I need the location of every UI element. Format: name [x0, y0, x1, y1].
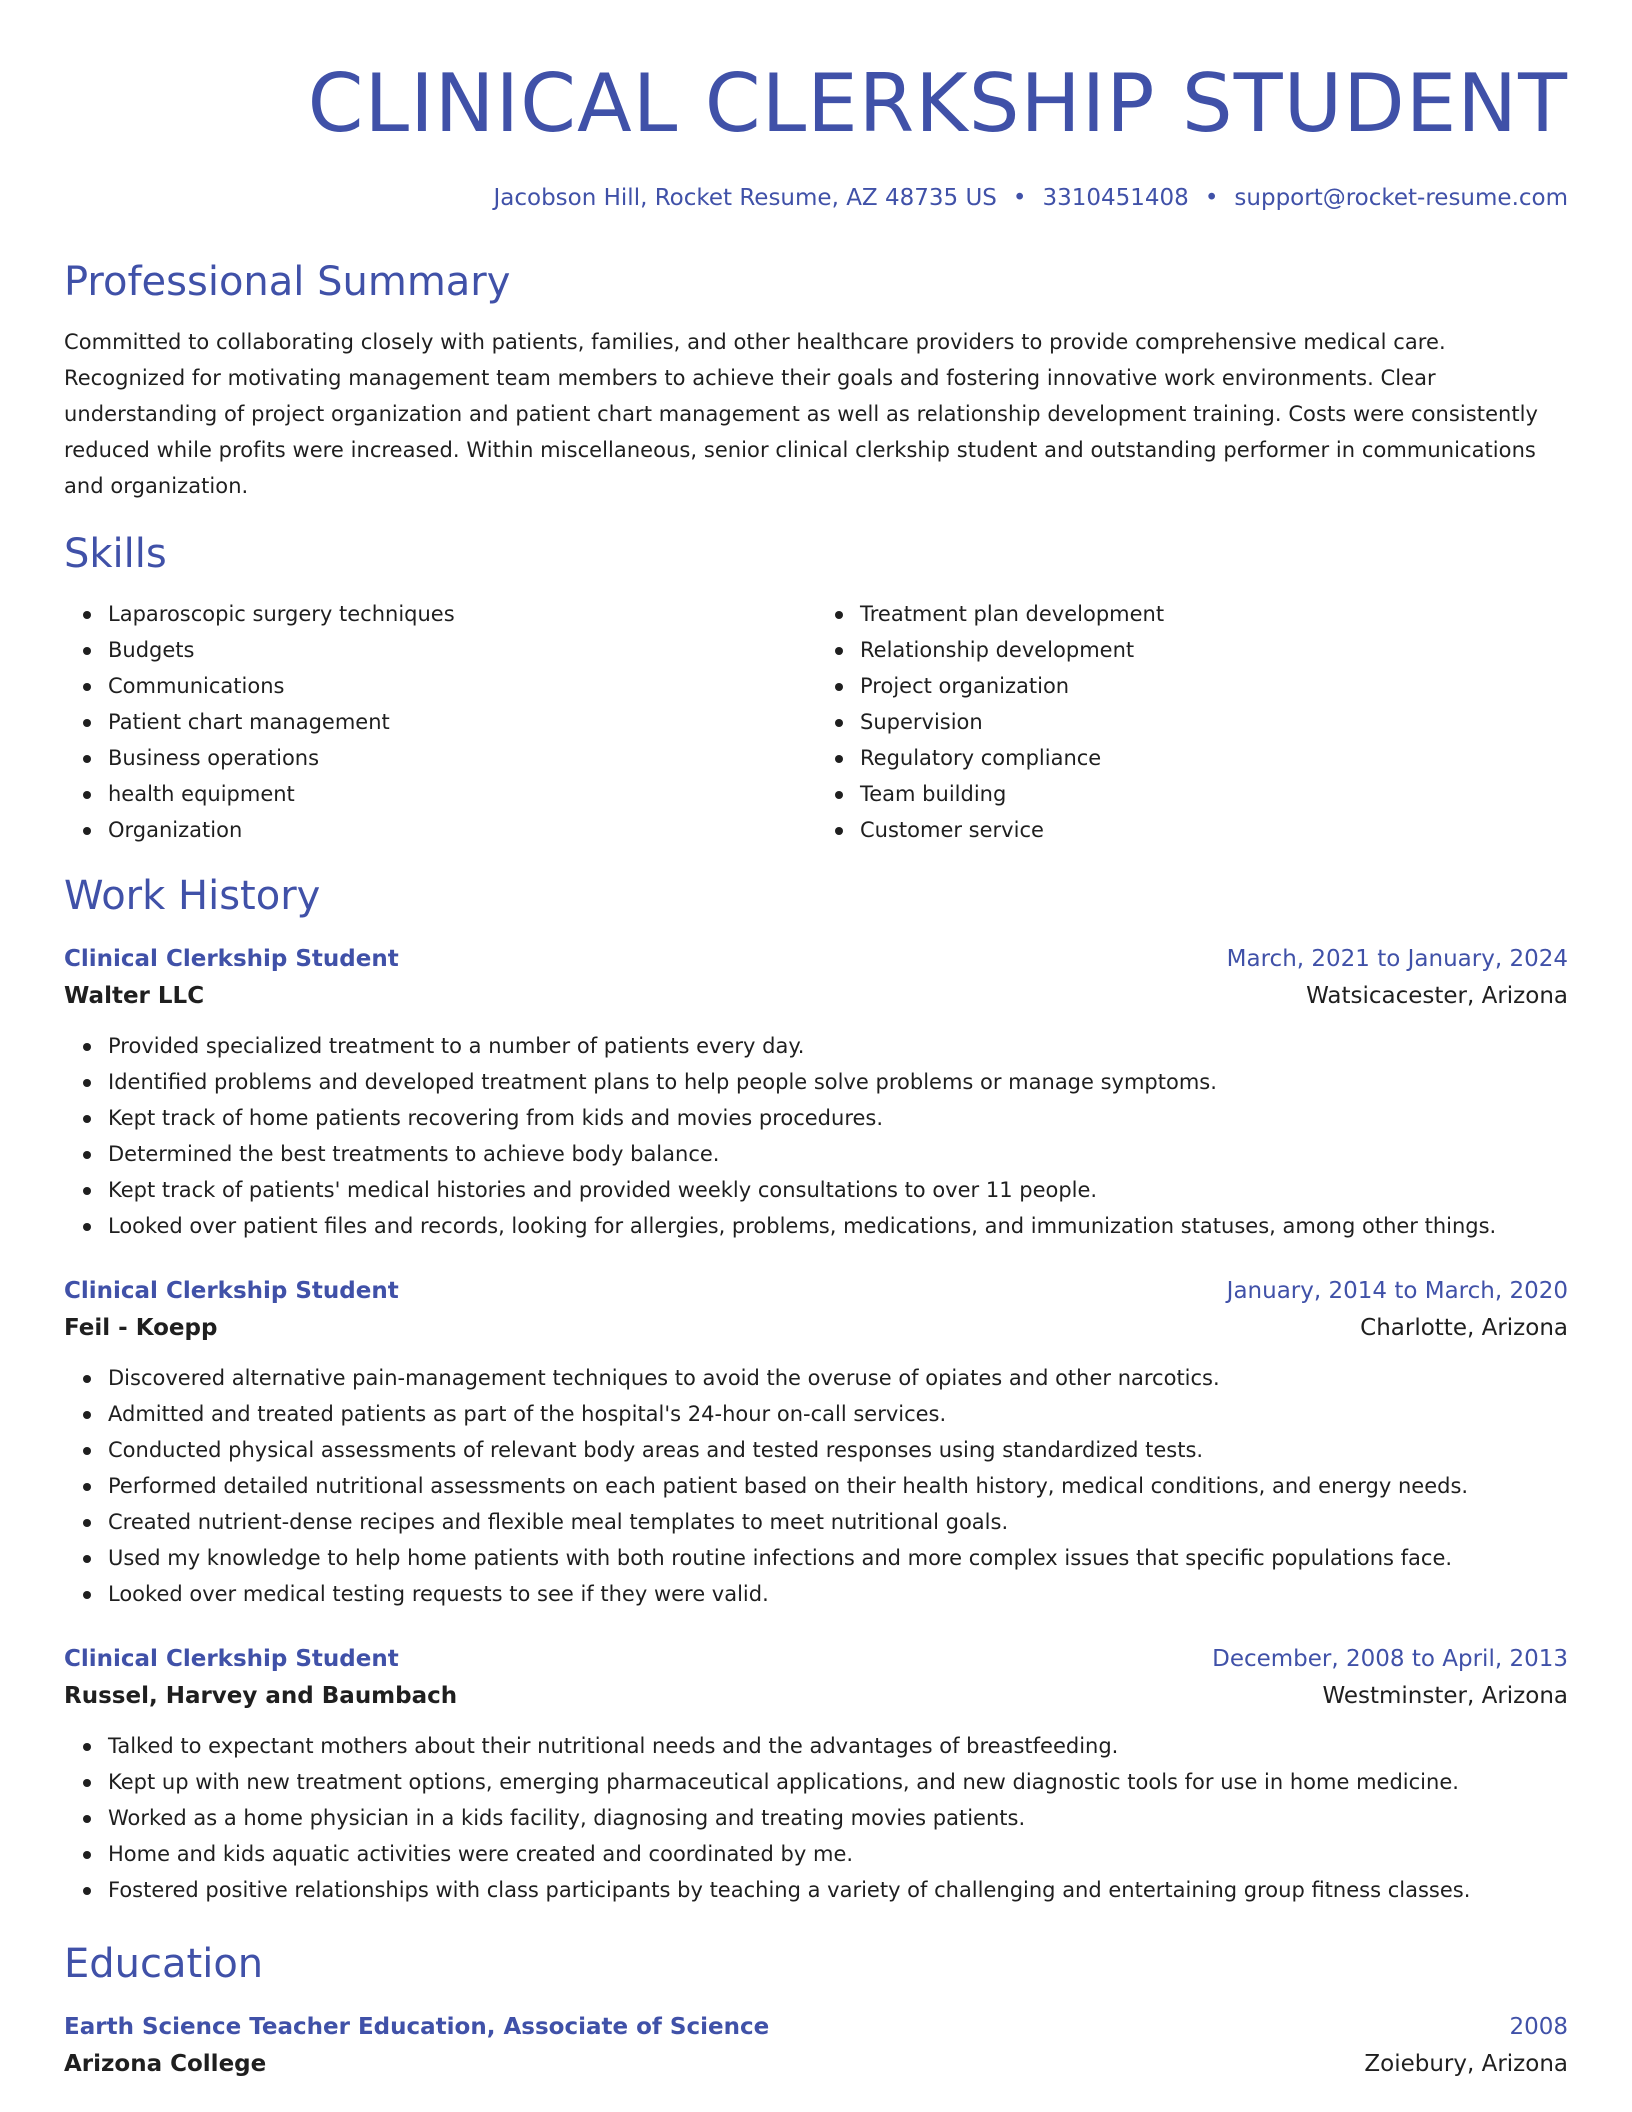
education-school-row [64, 2044, 1568, 2084]
skills-title: Skills [64, 531, 167, 577]
job-bullet: Performed detailed nutritional assessments on each patient based on their health history, medical conditions, and energy needs. [108, 1468, 1568, 1504]
skill-item: Relationship development [860, 632, 1568, 668]
work-history-title: Work History [64, 873, 321, 919]
job-bullet: Determined the best treatments to achieve body balance. [108, 1136, 1568, 1172]
job-bullet: Conducted physical assessments of relevant body areas and tested responses using standardized tests. [108, 1432, 1568, 1468]
job-company-row [64, 1676, 1568, 1716]
job-location: Westminster, Arizona [1322, 1683, 1568, 1709]
job-bullet: Identified problems and developed treatment plans to help people solve problems or manage symptoms. [108, 1064, 1568, 1100]
skill-item: Business operations [108, 740, 816, 776]
contact-separator: • [1012, 185, 1027, 211]
contact-email[interactable]: support@rocket-resume.com [1234, 185, 1568, 211]
skill-item: health equipment [108, 776, 816, 812]
job-dates: January, 2014 to March, 2020 [1226, 1278, 1568, 1304]
job-company-row [64, 976, 1568, 1016]
resume-header [64, 52, 1568, 214]
job-bullets [64, 1028, 1568, 1244]
skills-list-left [108, 596, 816, 848]
job-entry [64, 1642, 1568, 1908]
job-entry [64, 942, 1568, 1244]
job-title: Clinical Clerkship Student [64, 946, 399, 972]
contact-line [64, 182, 1568, 214]
job-bullet: Worked as a home physician in a kids facility, diagnosing and treating movies patients. [108, 1800, 1568, 1836]
job-bullets [64, 1360, 1568, 1612]
job-bullet: Kept up with new treatment options, emerging pharmaceutical applications, and new diagnostic tools for use in home medicine. [108, 1764, 1568, 1800]
skill-item: Communications [108, 668, 816, 704]
skill-item: Treatment plan development [860, 596, 1568, 632]
contact-address: Jacobson Hill, Rocket Resume, AZ 48735 US [493, 185, 997, 211]
job-company: Russel, Harvey and Baumbach [64, 1683, 458, 1709]
skill-item: Customer service [860, 812, 1568, 848]
job-bullet: Created nutrient-dense recipes and flexible meal templates to meet nutritional goals. [108, 1504, 1568, 1540]
skill-item: Laparoscopic surgery techniques [108, 596, 816, 632]
education-section [64, 1936, 1568, 2084]
job-header-row [64, 942, 1568, 976]
job-bullet: Kept track of home patients recovering from kids and movies procedures. [108, 1100, 1568, 1136]
candidate-name: CLINICAL CLERKSHIP STUDENT [307, 57, 1568, 150]
work-history-section [64, 868, 1568, 1908]
job-bullet: Used my knowledge to help home patients with both routine infections and more complex issues that specific populations face. [108, 1540, 1568, 1576]
job-entry [64, 1274, 1568, 1612]
job-bullet: Home and kids aquatic activities were created and coordinated by me. [108, 1836, 1568, 1872]
job-bullet: Provided specialized treatment to a number of patients every day. [108, 1028, 1568, 1064]
skills-column-right [816, 596, 1568, 848]
job-location: Watsicacester, Arizona [1306, 983, 1568, 1009]
skill-item: Regulatory compliance [860, 740, 1568, 776]
skill-item: Organization [108, 812, 816, 848]
job-bullet: Fostered positive relationships with class participants by teaching a variety of challenging and entertaining group fitness classes. [108, 1872, 1568, 1908]
education-school: Arizona College [64, 2051, 267, 2077]
education-header-row [64, 2010, 1568, 2044]
skill-item: Project organization [860, 668, 1568, 704]
job-company: Feil - Koepp [64, 1315, 218, 1341]
job-dates: December, 2008 to April, 2013 [1212, 1646, 1568, 1672]
summary-section [64, 254, 1568, 504]
job-header-row [64, 1642, 1568, 1676]
job-company-row [64, 1308, 1568, 1348]
job-title: Clinical Clerkship Student [64, 1278, 399, 1304]
contact-separator: • [1204, 185, 1219, 211]
education-year: 2008 [1509, 2014, 1568, 2040]
job-bullet: Kept track of patients' medical histories and provided weekly consultations to over 11 people. [108, 1172, 1568, 1208]
skills-grid [64, 596, 1568, 848]
job-bullet: Talked to expectant mothers about their nutritional needs and the advantages of breastfeeding. [108, 1728, 1568, 1764]
job-company: Walter LLC [64, 983, 205, 1009]
summary-title: Professional Summary [64, 259, 511, 305]
skill-item: Patient chart management [108, 704, 816, 740]
education-degree: Earth Science Teacher Education, Associate of Science [64, 2014, 770, 2040]
skills-section [64, 526, 1568, 848]
education-location: Zoiebury, Arizona [1364, 2051, 1568, 2077]
skills-column-left [64, 596, 816, 848]
job-bullet: Discovered alternative pain-management techniques to avoid the overuse of opiates and other narcotics. [108, 1360, 1568, 1396]
skill-item: Budgets [108, 632, 816, 668]
job-bullets [64, 1728, 1568, 1908]
education-title: Education [64, 1941, 264, 1987]
summary-text: Committed to collaborating closely with patients, families, and other healthcare providers to provide comprehensive medical care. Recognized for motivating management team members to achieve their goals and fostering innovative work environments. Clear understanding of project organization and patient chart management as well as relationship development training. Costs were consistently reduced while profits were increased. Within miscellaneous, senior clinical clerkship student and outstanding performer in communications and organization. [64, 330, 1539, 498]
job-location: Charlotte, Arizona [1360, 1315, 1568, 1341]
job-bullet: Admitted and treated patients as part of the hospital's 24-hour on-call services. [108, 1396, 1568, 1432]
job-bullet: Looked over medical testing requests to see if they were valid. [108, 1576, 1568, 1612]
skill-item: Team building [860, 776, 1568, 812]
job-dates: March, 2021 to January, 2024 [1226, 946, 1568, 972]
job-bullet: Looked over patient files and records, looking for allergies, problems, medications, and immunization statuses, among other things. [108, 1208, 1568, 1244]
job-header-row [64, 1274, 1568, 1308]
education-entry [64, 2010, 1568, 2084]
job-title: Clinical Clerkship Student [64, 1646, 399, 1672]
contact-phone: 3310451408 [1042, 185, 1189, 211]
skill-item: Supervision [860, 704, 1568, 740]
skills-list-right [860, 596, 1568, 848]
